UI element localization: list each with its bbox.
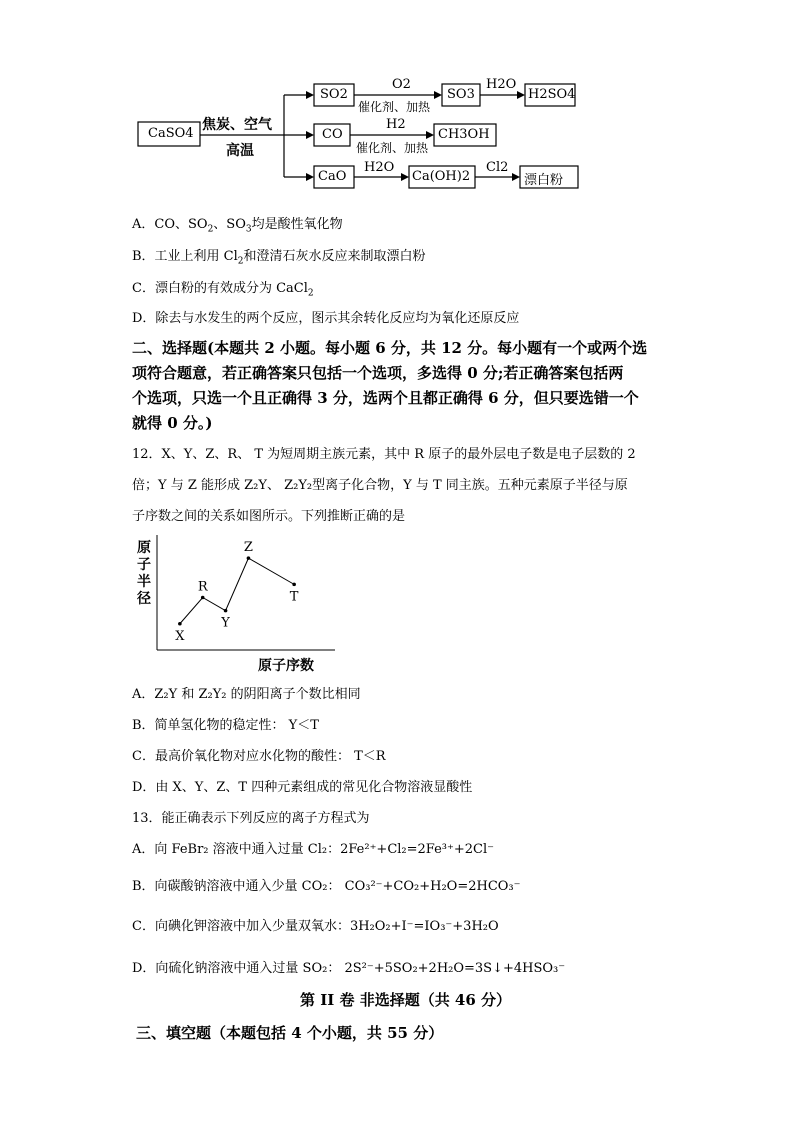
chart-xlabel: 原子序数 [258,658,314,674]
q12-option-c: C．最高价氧化物对应水化物的酸性： T＜R [132,749,386,764]
q13-option-b: B．向碳酸钠溶液中通入少量 CO₂： CO₃²⁻+CO₂+H₂O=2HCO₃⁻ [132,879,521,894]
q11-option-d: D．除去与水发生的两个反应，图示其余转化反应均为氧化还原反应 [132,311,520,326]
chart-point-label-t: T [289,589,299,605]
chart-point-t [292,583,296,587]
flow-cao: CaO [318,169,347,184]
chart-point-label-x: X [175,628,185,644]
flow-co: CO [322,127,343,142]
flow-cat-2: 催化剂、加热 [356,141,429,155]
part2-title: 第 II 卷 非选择题（共 46 分） [300,991,512,1009]
chart-point-x [178,622,182,626]
q12-option-b: B．简单氢化物的稳定性： Y＜T [132,718,319,733]
q11-option-c: C．漂白粉的有效成分为 CaCl$_2$ [132,281,314,299]
chart-point-label-z: Z [243,540,253,556]
q12-option-a: A．Z₂Y 和 Z₂Y₂ 的阴阳离子个数比相同 [132,687,361,702]
flow-cl2: Cl2 [486,160,509,175]
chart-point-z [247,556,251,560]
q13-option-d: D．向硫化钠溶液中通入过量 SO₂： 2S²⁻+5SO₂+2H₂O=3S↓+4HSO₃⁻ [132,961,566,976]
q12-line-1: 12．X、Y、Z、R、 T 为短周期主族元素，其中 R 原子的最外层电子数是电子层数的 2 [132,447,636,462]
flow-ch3oh: CH3OH [438,127,490,142]
q11-option-b: B．工业上利用 $Cl_2$和澄清石灰水反应来制取漂白粉 [132,249,426,267]
flow-h2: H2 [386,117,406,132]
q13-option-a: A．向 FeBr₂ 溶液中通入过量 Cl₂：2Fe²⁺+Cl₂=2Fe³⁺+2Cl⁻ [132,842,495,857]
section2-line-3: 个选项，只选一个且正确得 3 分，选两个且都正确得 6 分，但只要选错一个 [132,389,639,407]
q13-option-c: C．向碘化钾溶液中加入少量双氧水：3H₂O₂+I⁻=IO₃⁻+3H₂O [132,919,499,934]
q11-option-a: A．CO、$SO_2$、$SO_3$均是酸性氧化物 [132,217,343,235]
section2-line-1: 二、选择题(本题共 2 小题。每小题 6 分，共 12 分。每小题有一个或两个选 [132,339,648,357]
flow-h2o-1: H2O [486,77,517,92]
flow-caoh2: Ca(OH)2 [412,169,471,184]
chart-ylabel: 原子半径 [137,540,151,607]
flow-cond-bottom: 高温 [226,143,254,159]
flow-so2: SO2 [320,87,348,102]
chart-point-y [224,609,228,613]
section2-line-2: 项符合题意，若正确答案只包括一个选项，多选得 0 分;若正确答案包括两 [132,364,624,382]
q12-option-d: D．由 X、Y、Z、T 四种元素组成的常见化合物溶液显酸性 [132,780,473,795]
flow-so3: SO3 [447,87,475,102]
flow-h2so4: H2SO4 [528,87,576,102]
section3-title: 三、填空题（本题包括 4 个小题，共 55 分） [136,1024,444,1042]
flow-h2o-2: H2O [364,160,395,175]
chart-point-r [201,596,205,600]
q13-stem: 13．能正确表示下列反应的离子方程式为 [132,811,370,826]
flow-bleach: 漂白粉 [524,173,564,188]
section2-line-4: 就得 0 分。) [132,414,213,432]
q12-line-2: 倍；Y 与 Z 能形成 Z₂Y、 Z₂Y₂型离子化合物，Y 与 T 同主族。五种元素原子半径与原 [132,478,628,493]
flow-cond-top: 焦炭、空气 [202,117,272,133]
flow-start-label: CaSO4 [148,126,194,141]
q12-line-3: 子序数之间的关系如图所示。下列推断正确的是 [132,509,406,524]
flow-o2: O2 [392,77,411,92]
flow-cat-1: 催化剂、加热 [358,100,431,114]
chart-point-label-y: Y [221,615,230,631]
chart-point-label-r: R [197,579,208,595]
